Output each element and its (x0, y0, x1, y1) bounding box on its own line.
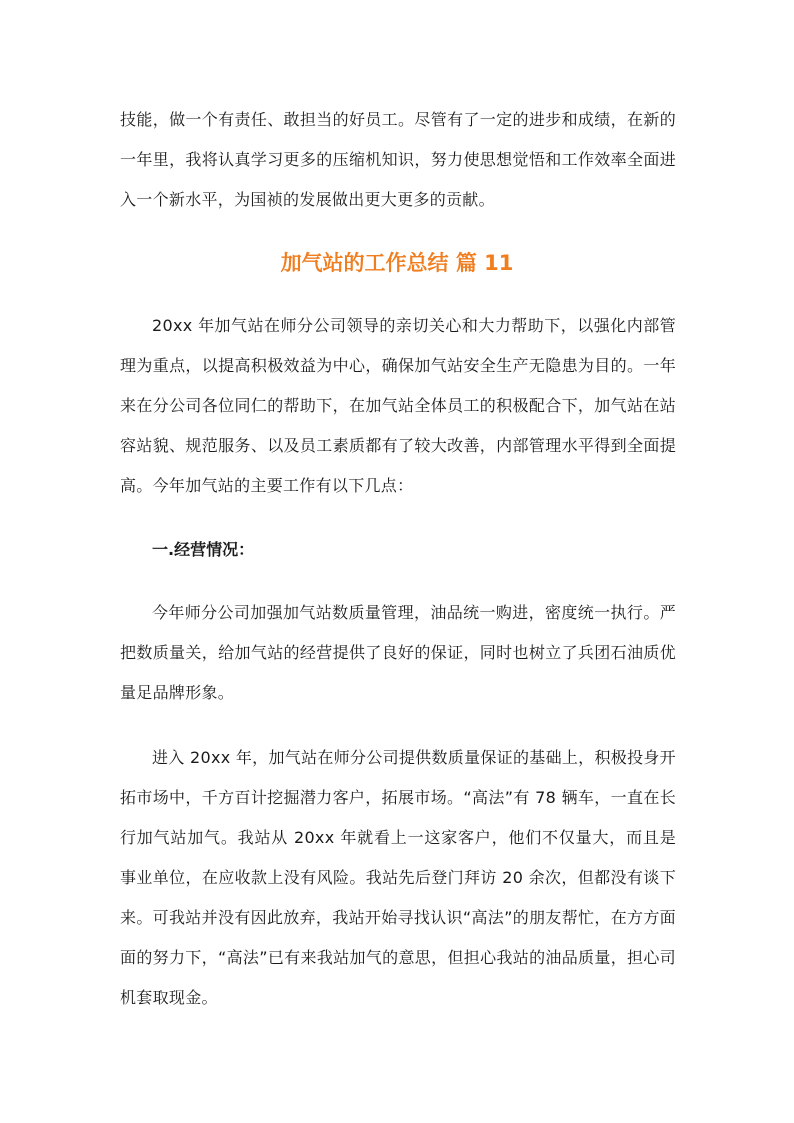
section-title: 加气站的工作总结 篇 11 (280, 251, 514, 275)
body-paragraph-2: 今年师分公司加强加气站数质量管理，油品统一购进，密度统一执行。严把数质量关，给加气站的经营提供了良好的保证，同时也树立了兵团石油质优量足品牌形象。 (120, 603, 676, 702)
intro-paragraph: 技能，做一个有责任、敢担当的好员工。尽管有了一定的进步和成绩，在新的一年里，我将认真学习更多的压缩机知识，努力使思想觉悟和工作效率全面进入一个新水平，为国祯的发展做出更大更多的贡献。 (120, 110, 676, 209)
subheading-business-status: 一.经营情况： (152, 540, 255, 559)
body-paragraph-1: 20xx 年加气站在师分公司领导的亲切关心和大力帮助下，以强化内部管理为重点，以提高积极效益为中心，确保加气站安全生产无隐患为目的。一年来在分公司各位同仁的帮助下，在加气站全体员工的积极配合下，加气站在站容站貌、规范服务、以及员工素质都有了较大改善，内部管理水平得到全面提高。今年加气站的主要工作有以下几点： (120, 316, 676, 495)
body-paragraph-3: 进入 20xx 年，加气站在师分公司提供数质量保证的基础上，积极投身开拓市场中，千方百计挖掘潜力客户，拓展市场。“高法”有 78 辆车，一直在长行加气站加气。我站从 20xx 年就看上一这家客户，他们不仅量大，而且是事业单位，在应收款上没有风险。我站先后登门拜访 20 余次，但都没有谈下来。可我站并没有因此放弃，我站开始寻找认识“高法”的朋友帮忙，在方方面面的努力下，“高法”已有来我站加气的意思，但担心我站的油品质量，担心司机套取现金。 (120, 748, 676, 1007)
